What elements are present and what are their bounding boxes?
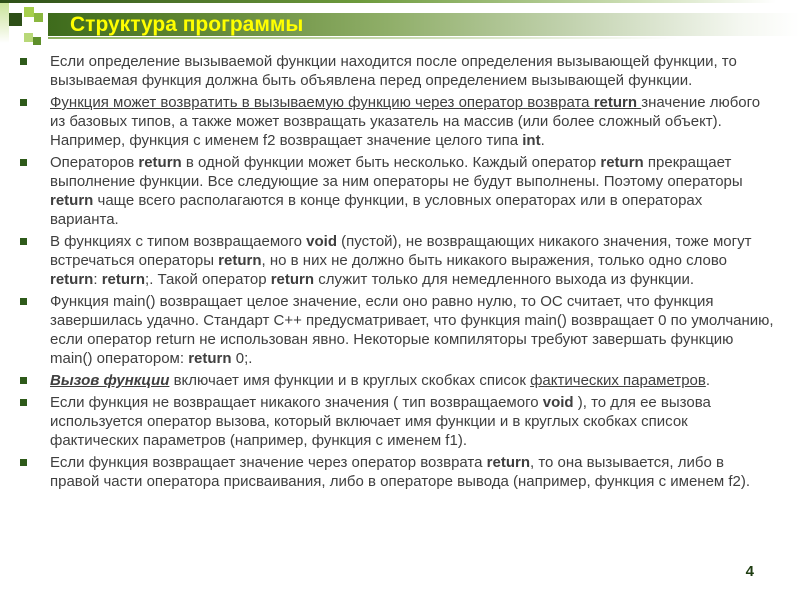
bullet-item [20,292,775,368]
bullet-marker-icon [20,298,27,305]
bullet-marker-icon [20,459,27,466]
bullet-text: Если функция не возвращает никакого значения ( тип возвращаемого void ), то для ее вызова используется оператор вызова, который включает имя функции и в круглых скобках список фактических параметров (например, функция с именем f1). [50,394,711,449]
bullet-text: Функция main() возвращает целое значение, если оно равно нулю, то ОС считает, что функция завершилась удачно. Стандарт С++ предусматривает, что функция main() возвращает 0 по умолчанию, если оператор return не использован явно. Некоторые компиляторы требуют завершать функцию main() оператором: return 0;. [50,293,774,367]
bullet-marker-icon [20,377,27,384]
bullet-item [20,371,775,390]
bullet-item [20,93,775,150]
bullet-item [20,153,775,229]
bullet-marker-icon [20,99,27,106]
deco-square-low-green [33,37,41,45]
title-underline [48,37,748,39]
page-number: 4 [745,563,754,580]
title-bar [48,13,800,36]
header-top-line [0,0,800,3]
page-title: Структура программы [70,13,304,36]
bullet-text: Если функция возвращает значение через оператор возврата return, то она вызывается, либо в правой части оператора присваивания, либо в операторе вывода (например, функция с именем f2). [50,454,751,490]
bullet-text: Если определение вызываемой функции находится после определения вызывающей функции, то вызываемая функция должна быть объявлена перед определением вызывающей функции. [50,53,737,89]
bullet-item [20,393,775,450]
bullet-text: Функция может возвратить в вызываемую функцию через оператор возврата return значение любого из базовых типов, а также может возвращать указатель на массив (или более сложный объект). Например, функция с именем f2 возвращает значение целого типа int. [50,94,761,149]
bullet-item [20,52,775,90]
deco-square-low-lime [24,33,33,42]
bullet-marker-icon [20,159,27,166]
bullet-text: Вызов функции включает имя функции и в круглых скобках список фактических параметров. [50,372,711,389]
bullet-item [20,232,775,289]
bullet-marker-icon [20,238,27,245]
bullet-list [0,52,800,494]
deco-square-lime [24,7,34,17]
bullet-marker-icon [20,58,27,65]
bullet-item [20,453,775,491]
bullet-text: В функциях с типом возвращаемого void (пустой), не возвращающих никакого значения, тоже могут встречаться операторы return, но в них не должно быть никакого выражения, только одно слово return: return;. Такой оператор return служит только для немедленного выхода из функции. [50,233,752,288]
bullet-marker-icon [20,399,27,406]
deco-square-mid [34,13,43,22]
deco-left-bar [0,3,9,43]
bullet-text: Операторов return в одной функции может быть несколько. Каждый оператор return прекращает выполнение функции. Все следующие за ним операторы не будут выполнены. Поэтому операторы return чаще всего располагаются в конце функции, в условных операторах или в операторах варианта. [50,154,743,228]
deco-square-dark [9,13,22,26]
